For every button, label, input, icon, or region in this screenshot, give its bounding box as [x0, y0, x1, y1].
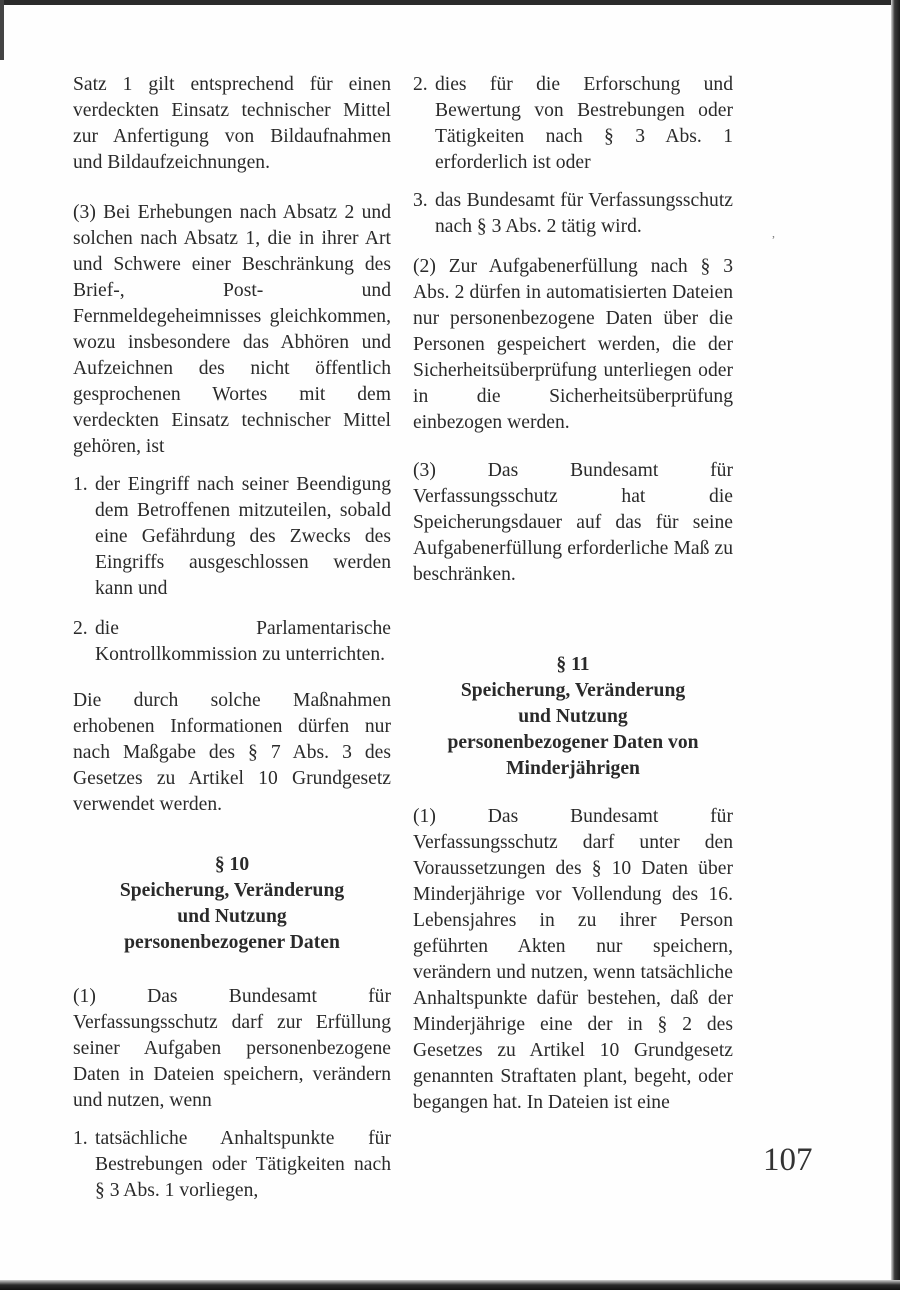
paragraph: (3) Das Bundesamt für Verfassungsschutz hat die Speicherungsdauer auf das für seine Aufgabenerfüllung erforderliche Maß zu beschränken.	[413, 460, 733, 585]
section-10-heading	[73, 852, 391, 956]
scan-edge-right	[891, 0, 900, 1290]
list-number: 1.	[73, 474, 88, 495]
section-title-line: und Nutzung	[518, 706, 628, 727]
section-title-line: Minderjährigen	[506, 758, 640, 779]
list-text: der Eingriff nach seiner Beendigung dem Betroffenen mitzuteilen, sobald eine Gefährdung des Zwecks des Eingriffs ausgeschlossen werden kann und	[95, 474, 391, 599]
list-number: 2.	[413, 74, 428, 95]
list-item	[413, 188, 733, 240]
paragraph: (1) Das Bundesamt für Verfassungsschutz darf unter den Voraussetzungen des § 10 Daten über Minderjährige vor Vollendung des 16. Lebensjahres in zu ihrer Person geführten Akten nur speichern, verändern und nutzen, wenn tatsächliche Anhaltspunkte dafür bestehen, daß der Minderjährige eine der in § 2 des Gesetzes zu Artikel 10 Grundgesetz genannten Straftaten plant, begeht, oder begangen hat. In Dateien ist eine	[413, 806, 733, 1113]
paragraph: (2) Zur Aufgabenerfüllung nach § 3 Abs. 2 dürfen in automatisierten Dateien nur personenbezogene Daten über die Personen gespeichert werden, die der Sicherheitsüberprüfung unterliegen oder in die Sicherheitsüberprüfung einbezogen werden.	[413, 256, 733, 433]
page-number: 107	[763, 1142, 813, 1178]
section-number: § 10	[214, 854, 250, 875]
list-item	[73, 616, 391, 668]
scan-edge-bottom	[0, 1280, 900, 1290]
paragraph: Satz 1 gilt entsprechend für einen verdeckten Einsatz technischer Mittel zur Anfertigung von Bildaufnahmen und Bildaufzeichnungen.	[73, 74, 391, 173]
section-title-line: Speicherung, Veränderung	[119, 880, 345, 901]
paragraph: (3) Bei Erhebungen nach Absatz 2 und solchen nach Absatz 1, die in ihrer Art und Schwere einer Beschränkung des Brief-, Post- und Fernmeldegeheimnisses gleichkommen, wozu insbesondere das Abhören und Aufzeichnen des nicht öffentlich gesprochenen Wortes mit dem verdeckten Einsatz technischer Mittel gehören, ist	[73, 202, 391, 457]
left-column	[73, 72, 391, 1218]
list-text: tatsächliche Anhaltspunkte für Bestrebungen oder Tätigkeiten nach § 3 Abs. 1 vorliegen,	[95, 1128, 391, 1201]
list-number: 2.	[73, 618, 88, 639]
list-item	[413, 72, 733, 176]
section-title-line: Speicherung, Veränderung	[460, 680, 686, 701]
list-text: die Parlamentarische Kontrollkommission zu unterrichten.	[95, 618, 391, 665]
list-item	[73, 1126, 391, 1204]
section-title-line: personenbezogener Daten	[124, 932, 340, 953]
section-11-heading	[413, 652, 733, 782]
stray-mark: ,	[772, 226, 775, 240]
list-number: 1.	[73, 1128, 88, 1149]
scan-edge-top	[0, 0, 900, 5]
section-title-line: personenbezogener Daten von	[447, 732, 699, 753]
scan-edge-left	[0, 0, 4, 60]
section-title-line: und Nutzung	[177, 906, 287, 927]
list-text: dies für die Erforschung und Bewertung von Bestrebungen oder Tätigkeiten nach § 3 Abs. 1 erforderlich ist oder	[435, 74, 733, 173]
list-item	[73, 472, 391, 602]
right-column	[413, 72, 733, 1132]
paragraph: (1) Das Bundesamt für Verfassungsschutz darf zur Erfüllung seiner Aufgaben personenbezogene Daten in Dateien speichern, verändern und nutzen, wenn	[73, 986, 391, 1111]
list-number: 3.	[413, 190, 428, 211]
section-number: § 11	[556, 654, 590, 675]
list-text: das Bundesamt für Verfassungsschutz nach § 3 Abs. 2 tätig wird.	[435, 190, 733, 237]
paragraph: Die durch solche Maßnahmen erhobenen Informationen dürfen nur nach Maßgabe des § 7 Abs. 3 des Gesetzes zu Artikel 10 Grundgesetz verwendet werden.	[73, 690, 391, 815]
